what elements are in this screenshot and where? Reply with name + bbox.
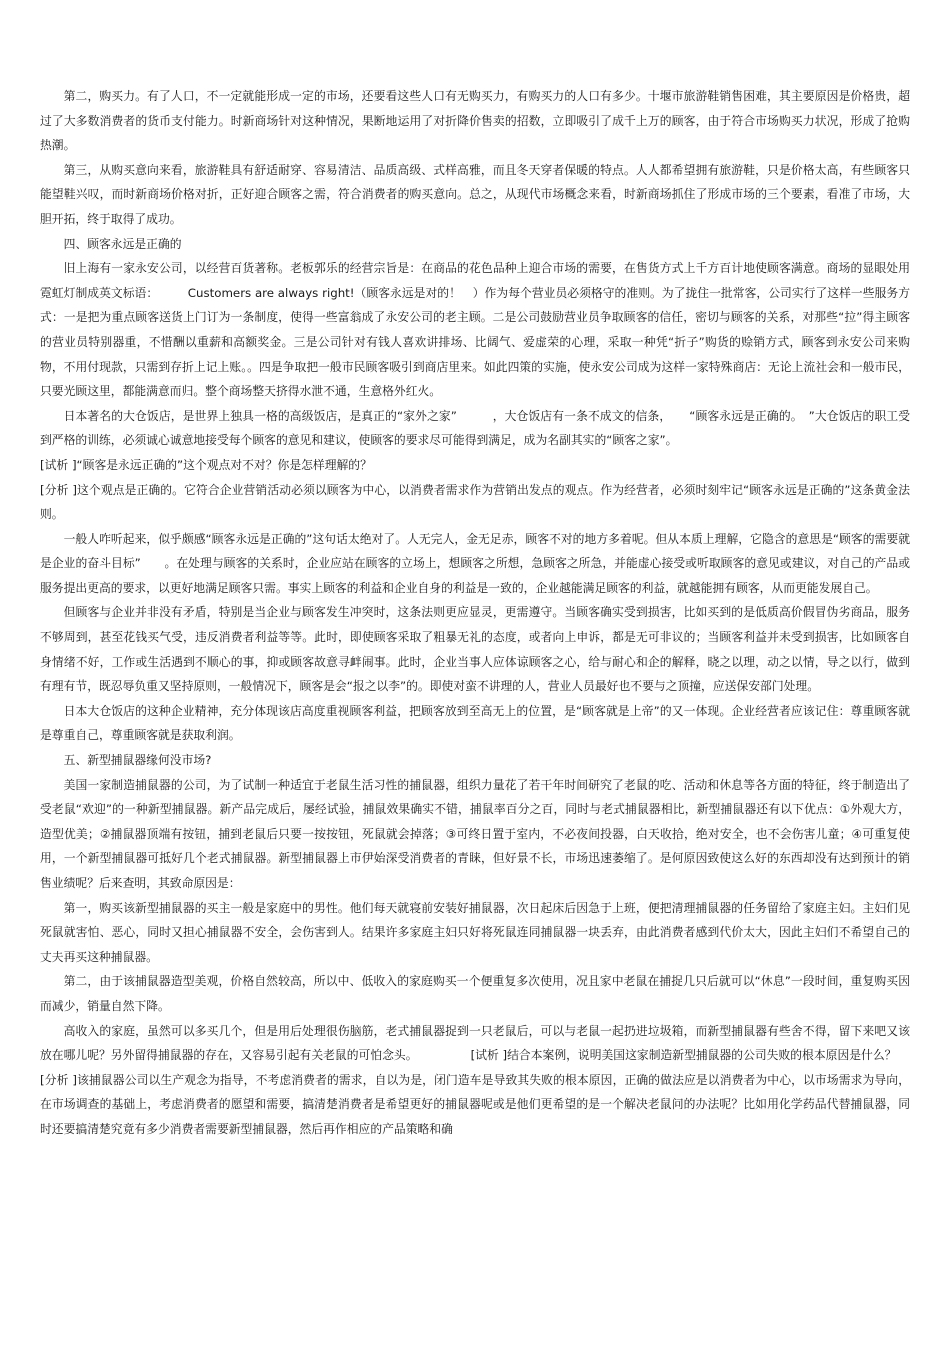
analysis-4: [分析 ]这个观点是正确的。它符合企业营销活动必须以顾客为中心，以消费者需求作为营销出发点的观点。作为经营者，必须时刻牢记“顾客永远是正确的”这条黄金法则。	[40, 482, 910, 522]
question-4: [试析 ]“顾客是永远正确的”这个观点对不对？你是怎样理解的？	[40, 457, 372, 472]
paragraph-high-income: 高收入的家庭，虽然可以多买几个，但是用后处理很伤脑筋，老式捕鼠器捉到一只老鼠后，可以与老鼠一起扔进垃圾箱，而新型捕鼠器有些舍不得，留下来吧又该放在哪儿呢？另外留得捕鼠器的存在，又容易引起有关老鼠的可怕念头。 [试析 ]结合本案例，说明美国这家制造新型捕鼠器的公司失败的根本原因是什么？	[40, 1023, 910, 1063]
analysis-5: [分析 ]该捕鼠器公司以生产观念为指导，不考虑消费者的需求，自以为是，闭门造车是导致其失败的根本原因，正确的做法应是以消费者为中心，以市场需求为导向，在市场调查的基础上，考虑消费者的愿望和需要，搞清楚消费者是希望更好的捕鼠器呢或是他们更希望的是一个解决老鼠问的办法呢？比如用化学药品代替捕鼠器，同时还要搞清楚究竟有多少消费者需要新型捕鼠器，然后再作相应的产品策略和确	[40, 1072, 910, 1136]
paragraph-mousetrap-case: 美国一家制造捕鼠器的公司，为了试制一种适宜于老鼠生活习性的捕鼠器，组织力量花了若干年时间研究了老鼠的吃、活动和休息等各方面的特征，终于制造出了受老鼠“欢迎”的一种新型捕鼠器。新产品完成后，屡经试验，捕鼠效果确实不错，捕鼠率百分之百，同时与老式捕鼠器相比，新型捕鼠器还有以下优点：①外观大方，造型优美；②捕鼠器顶端有按钮，捕到老鼠后只要一按按钮，死鼠就会掉落；③可终日置于室内，不必夜间投器，白天收拾，绝对安全，也不会伤害儿童；④可重复使用，一个新型捕鼠器可抵好几个老式捕鼠器。新型捕鼠器上市伊始深受消费者的青睐，但好景不长，市场迅速萎缩了。是何原因致使这么好的东西却没有达到预计的销售业绩呢？后来查明，其致命原因是：	[40, 777, 910, 890]
paragraph-analysis-4-a: 一般人咋听起来，似乎颇感“顾客永远是正确的”这句话太绝对了。人无完人，金无足赤，顾客不对的地方多着呢。但从本质上理解，它隐含的意思是“顾客的需要就是企业的奋斗目标” 。在处理与顾客的关系时，企业应站在顾客的立场上，想顾客之所想，急顾客之所急，并能虚心接受或听取顾客的意见或建议，对自己的产品或服务提出更高的要求，以更好地满足顾客只需。事实上顾客的利益和企业自身的利益是一致的，企业越能满足顾客的利益，就越能拥有顾客，从而更能发展自己。	[40, 531, 910, 595]
paragraph-purchase-intent: 第三，从购买意向来看，旅游鞋具有舒适耐穿、容易清洁、品质高级、式样高雅，而且冬天穿者保暖的特点。人人都希望拥有旅游鞋，只是价格太高，有些顾客只能望鞋兴叹，而时新商场价格对折，正好迎合顾客之需，符合消费者的购买意向。总之，从现代市场概念来看，时新商场抓住了形成市场的三个要素，看准了市场，大胆开拓，终于取得了成功。	[40, 162, 910, 226]
paragraph-mousetrap-reason-1: 第一，购买该新型捕鼠器的买主一般是家庭中的男性。他们每天就寝前安装好捕鼠器，次日起床后因急于上班，便把清理捕鼠器的任务留给了家庭主妇。主妇们见死鼠就害怕、恶心，同时又担心捕鼠器不安全，会伤害到人。结果许多家庭主妇只好将死鼠连同捕鼠器一块丢弃，由此消费者感到代价太大，因此主妇们不希望自己的丈夫再买这种捕鼠器。	[40, 900, 910, 964]
paragraph-analysis-4-c: 日本大仓饭店的这种企业精神，充分体现该店高度重视顾客利益，把顾客放到至高无上的位置，是“顾客就是上帝”的又一体现。企业经营者应该记住：尊重顾客就是尊重自己，尊重顾客就是获取利润。	[40, 703, 910, 743]
paragraph-wing-on-company: 旧上海有一家永安公司，以经营百货著称。老板郭乐的经营宗旨是：在商品的花色品种上迎合市场的需要，在售货方式上千方百计地使顾客满意。商场的显眼处用霓虹灯制成英文标语： Customers are always right!（顾客永远是对的！ ）作为每个营业员必须格守的准则。为了拢住一批常客，公司实行了这样一些服务方式：一是把为重点顾客送货上门订为一条制度，使得一些富翁成了永安公司的老主顾。二是公司鼓励营业员争取顾客的信任，密切与顾客的关系，对那些“拉”得主顾客的营业员特别器重，不惜酬以重薪和高额奖金。三是公司针对有钱人喜欢讲排场、比阔气、爱虚荣的心理，采取一种凭“折子”购货的赊销方式，顾客到永安公司来购物，不用付现款，只需到存折上记上账。。四是争取把一般市民顾客吸引到商店里来。如此四策的实施，使永安公司成为这样一家特殊商店：无论上流社会和一般市民，只要光顾这里，都能满意而归。整个商场整天挤得水泄不通，生意格外红火。	[40, 261, 910, 399]
section-heading-5: 五、新型捕鼠器缘何没市场?	[63, 753, 212, 768]
paragraph-purchasing-power: 第二，购买力。有了人口，不一定就能形成一定的市场，还要看这些人口有无购买力，有购买力的人口有多少。十堰市旅游鞋销售困难，其主要原因是价格贵，超过了大多数消费者的货币支付能力。时新商场针对这种情况，果断地运用了对折降价售卖的招数，立即吸引了成千上万的顾客，由于符合市场购买力状况，形成了抢购热潮。	[40, 89, 910, 153]
document-page	[40, 84, 910, 1142]
section-heading-4: 四、顾客永远是正确的	[63, 236, 182, 251]
paragraph-mousetrap-reason-2: 第二，由于该捕鼠器造型美观，价格自然较高，所以中、低收入的家庭购买一个便重复多次使用，况且家中老鼠在捕捉几只后就可以“休息”一段时间，重复购买因而减少，销量自然下降。	[40, 974, 910, 1013]
paragraph-analysis-4-b: 但顾客与企业并非没有矛盾，特别是当企业与顾客发生冲突时，这条法则更应显灵，更需遵守。当顾客确实受到损害，比如买到的是低质高价假冒伪劣商品，服务不够周到，甚至花钱买气受，违反消费者利益等等。此时，即使顾客采取了粗暴无礼的态度，或者向上申诉，都是无可非议的；当顾客利益并未受到损害，比如顾客自身情绪不好，工作或生活遇到不顺心的事，抑或顾客故意寻衅闹事。此时，企业当事人应体谅顾客之心，给与耐心和企的解释，晓之以理，动之以情，导之以行，做到有理有节，既忍辱负重又坚持原则，一般情况下，顾客是会“报之以李”的。即使对蛮不讲理的人，营业人员最好也不要与之顶撞，应送保安部门处理。	[40, 605, 910, 694]
paragraph-okura-hotel: 日本著名的大仓饭店，是世界上独具一格的高级饭店，是真正的“家外之家” ，大仓饭店有一条不成文的信条， “顾客永远是正确的。 ”大仓饭店的职工受到严格的训练，必须诚心诚意地接受每个顾客的意见和建议，使顾客的要求尽可能得到满足，成为名副其实的“顾客之家”。	[40, 408, 910, 448]
